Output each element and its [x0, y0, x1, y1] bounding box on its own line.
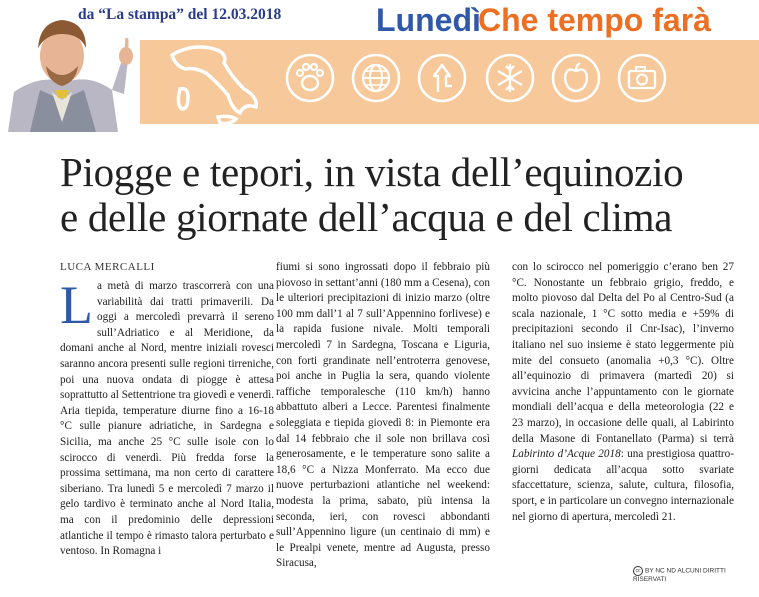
event-name: Labirinto d’Acque 2018 — [512, 448, 621, 461]
snowflake-icon — [484, 52, 536, 104]
headline-line-2: e delle giornate dell’acqua e del clima — [60, 194, 673, 240]
globe-icon — [350, 52, 402, 104]
article-column-1 — [60, 275, 274, 560]
section-title: Che tempo farà — [478, 2, 711, 38]
italy-map-icon — [140, 33, 280, 133]
camera-icon — [616, 52, 668, 104]
paw-icon — [284, 52, 336, 104]
article-column-2 — [276, 260, 490, 572]
article-column-3 — [512, 260, 734, 525]
column-2-text: fiumi si sono ingrossati dopo il febbraio più piovoso in settant’anni (180 mm a Cesena), con le ulteriori precipitazioni di inizio marzo (oltre 100 mm dall’1 al 7 sull’Appennino forlivese) e la rapida fusione nivale. Molti temporali mercoledì 7 in Sardegna, Toscana e Liguria, con forti grandinate nell’entroterra genovese, poi anche in Puglia la sera, quando violente raffiche temporalesche (110 km/h) hanno abbattuto alberi a Lecce. Parentesi finalmente soleggiata e tiepida giovedì 8: in Piemonte era dal 14 febbraio che il sole non brillava così generosamente, e le temperature sono salite a 18,6 °C a Nizza Monferrato. Ma ecco due nuove perturbazioni atlantiche nel weekend: modesta la prima, sabato, più intensa la seconda, ieri, con rovesci abbondanti sull’Appennino ligure (un centinaio di mm) e le Prealpi venete, mentre ad Augusta, presso Siracusa, — [276, 261, 490, 570]
drop-cap: L — [60, 275, 93, 335]
column-3-text — [512, 260, 734, 525]
column-3-text-b: : una prestigiosa quattro-giorni dedicata all’acqua sotto svariate sfaccettature, scienza, salute, cultura, filosofia, sport, e in particolare un convegno internazionale nel giorno di apertura, mercoledì 21. — [512, 448, 734, 523]
arrow-sign-icon — [416, 52, 468, 104]
article-headline — [60, 150, 740, 240]
column-3-text-a: con lo scirocco nel pomeriggio c’erano ben 27 °C. Nonostante un febbraio grigio, freddo, e molto piovoso dal Delta del Po al Centro-Sud (a scala nazionale, 1 °C sotto media e +59% di precipitazioni secondo il Cnr-Isac), l’inverno italiano nel suo insieme è stato leggermente più mite del consueto (anomalia +0,3 °C). Oltre all’equinozio di primavera (martedì 20) si avvicina anche l’appuntamento con le giornate mondiali dell’acqua e della meteorologia (22 e 23 marzo), in occasione delle quali, al Labirinto della Masone di Fontanellato (Parma) si terrà — [512, 261, 734, 445]
section-title-day: Lunedì — [376, 2, 481, 38]
rights-text: BY NC ND ALCUNI DIRITTI RISERVATI — [633, 567, 726, 583]
headline-line-1: Piogge e tepori, in vista dell’equinozio — [60, 149, 684, 195]
column-1-text: a metà di marzo trascorrerà con una variabilità dai tratti primaverili. Da oggi a mercoledì prevarrà il sereno sull’Adriatico e al Meridione, da domani anche al Nord, mentre iniziali rovesci saranno ancora presenti sulle regioni tirreniche, poi una nuova ondata di piogge è attesa soprattutto al Settentrione tra giovedì e venerdì. Aria tiepida, temperature diurne fino a 16-18 °C sulle pianure adriatiche, in Sardegna e Sicilia, ma anche 25 °C sulle isole con lo scirocco di venerdì. Più fredda forse la prossima settimana, ma non certo di carattere siberiano. Tra lunedì 5 e mercoledì 7 marzo il gelo tardivo è terminato anche al Nord Italia, ma con il predominio delle depressioni atlantiche il tempo è rimasto talora perturbato e ventoso. In Romagna i — [60, 280, 274, 558]
page-header — [0, 0, 759, 133]
source-caption: da “La stampa” del 12.03.2018 — [78, 6, 282, 23]
cc-license-icon: cc — [633, 566, 643, 576]
rights-notice — [633, 566, 759, 583]
article-author: LUCA MERCALLI — [60, 261, 155, 273]
apple-icon — [550, 52, 602, 104]
